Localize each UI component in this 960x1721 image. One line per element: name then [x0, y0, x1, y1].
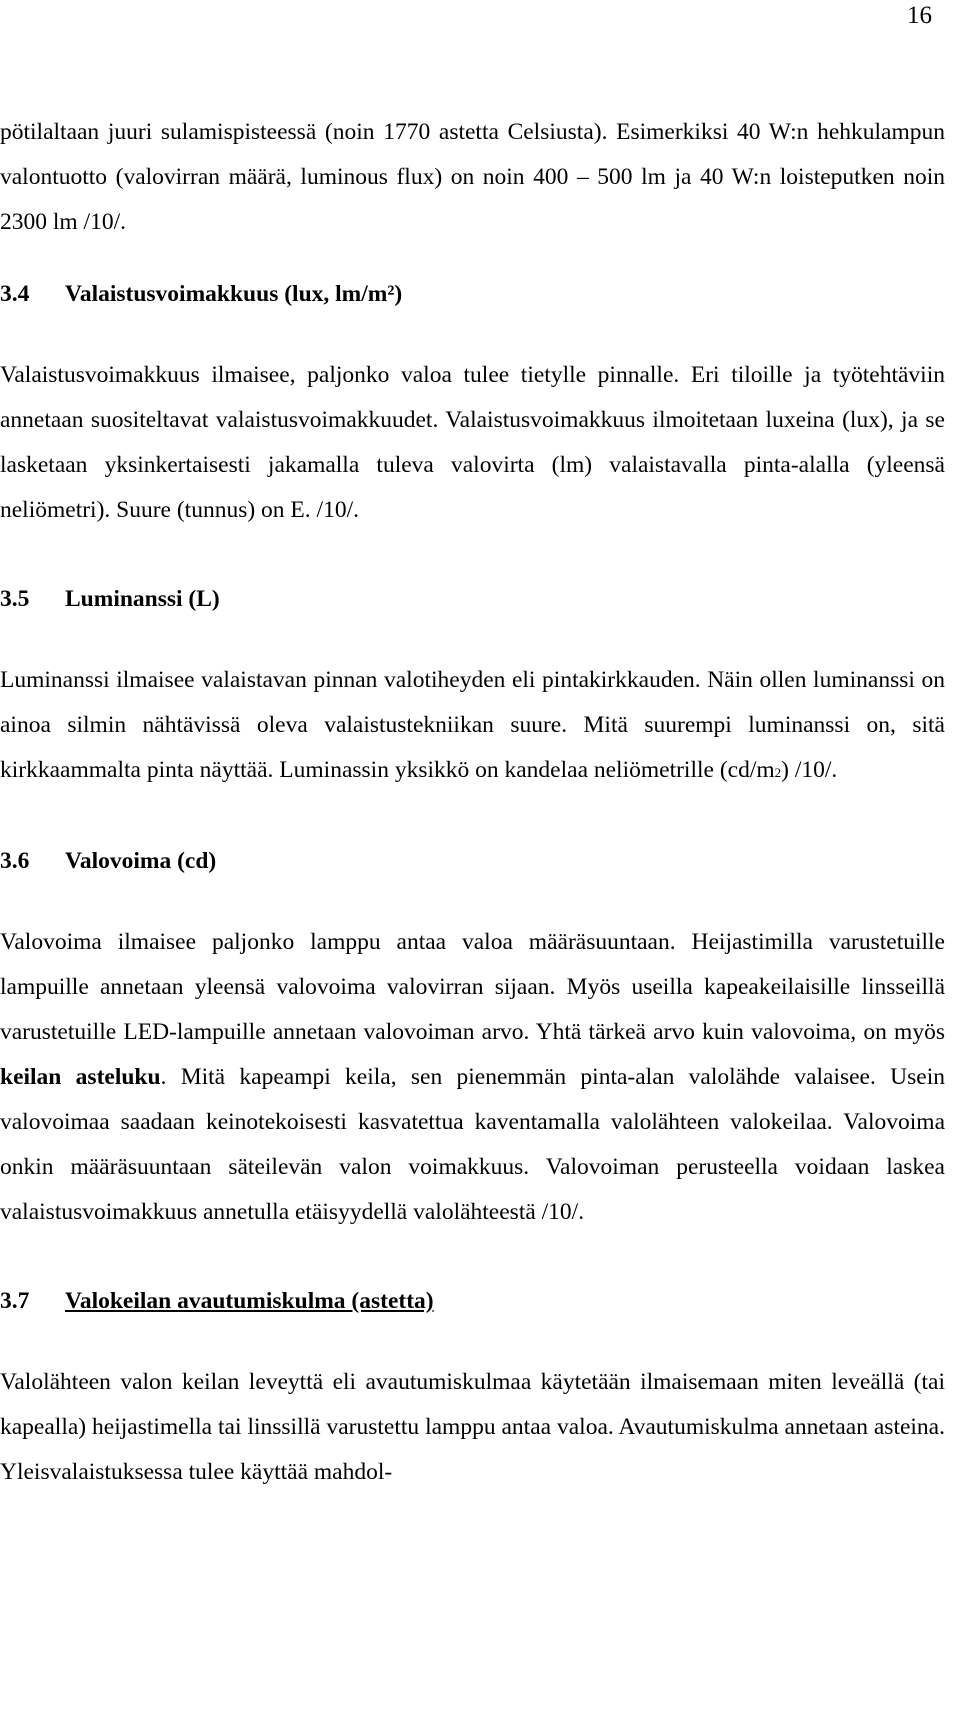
- paragraph-text-end: . Mitä kapeampi keila, sen pienemmän pinta-alan valolähde valaisee. Usein valovoimaa saadaan keinotekoisesti kasvatettua kaventamalla valolähteen valokeilaa. Valovoima onkin määräsuuntaan säteilevän valon voimakkuus. Valovoiman perusteella voidaan laskea valaistusvoimakkuus annetulla etäisyydellä valolähteestä /10/.: [0, 1064, 945, 1225]
- section-number: 3.7: [0, 1288, 30, 1314]
- section-3-7-paragraph: Valolähteen valon keilan leveyttä eli avautumiskulmaa käytetään ilmaisemaan miten leveällä (tai kapealla) heijastimella tai linssillä varustettu lamppu antaa valoa. Avautumiskulma annetaan asteina. Yleisvalaistuksessa tulee käyttää mahdol-: [0, 1369, 945, 1485]
- section-heading-3-5: [0, 577, 945, 622]
- section-3-6-paragraph: [0, 920, 945, 1235]
- intro-paragraph: pötilaltaan juuri sulamispisteessä (noin 1770 astetta Celsiusta). Esimerkiksi 40 W:n hehkulampun valontuotto (valovirran määrä, luminous flux) on noin 400 – 500 lm ja 40 W:n loisteputken noin 2300 lm /10/.: [0, 119, 945, 235]
- section-heading-3-6: [0, 839, 945, 884]
- document-body: [0, 110, 945, 1495]
- section-title: Valokeilan avautumiskulma (astetta): [65, 1288, 434, 1314]
- section-3-5-paragraph: [0, 658, 945, 795]
- bold-term: keilan asteluku: [0, 1064, 161, 1090]
- paragraph-text: Luminanssi ilmaisee valaistavan pinnan valotiheyden eli pintakirkkauden. Näin ollen luminanssi on ainoa silmin nähtävissä oleva valaistustekniikan suure. Mitä suurempi luminanssi on, sitä kirkkaammalta pinta näyttää. Luminassin yksikkö on kandelaa neliömetrille (cd/m: [0, 667, 945, 783]
- section-number: 3.6: [0, 848, 30, 874]
- section-3-4-paragraph: Valaistusvoimakkuus ilmaisee, paljonko valoa tulee tietylle pinnalle. Eri tiloille ja työtehtäviin annetaan suositeltavat valaistusvoimakkuudet. Valaistusvoimakkuus ilmoitetaan luxeina (lux), ja se lasketaan yksinkertaisesti jakamalla tuleva valovirta (lm) valaistavalla pinta-alalla (yleensä neliömetri). Suure (tunnus) on E. /10/.: [0, 362, 945, 523]
- unit-exponent: 2: [774, 765, 782, 780]
- paragraph-text: Valovoima ilmaisee paljonko lamppu antaa valoa määräsuuntaan. Heijastimilla varustetuille lampuille annetaan yleensä valovoima valovirran sijaan. Myös useilla kapeakeilaisille linsseillä varustetuille LED-lampuille annetaan valovoiman arvo. Yhtä tärkeä arvo kuin valovoima, on myös: [0, 929, 945, 1045]
- section-heading-3-4: [0, 272, 945, 317]
- section-title: Valaistusvoimakkuus (lux, lm/m²): [65, 281, 403, 307]
- paragraph-text-end: ) /10/.: [781, 757, 838, 783]
- section-heading-3-7: [0, 1279, 945, 1324]
- section-title: Luminanssi (L): [65, 586, 220, 612]
- section-title: Valovoima (cd): [65, 848, 217, 874]
- page-number: 16: [907, 2, 932, 29]
- section-number: 3.5: [0, 586, 30, 612]
- section-number: 3.4: [0, 281, 30, 307]
